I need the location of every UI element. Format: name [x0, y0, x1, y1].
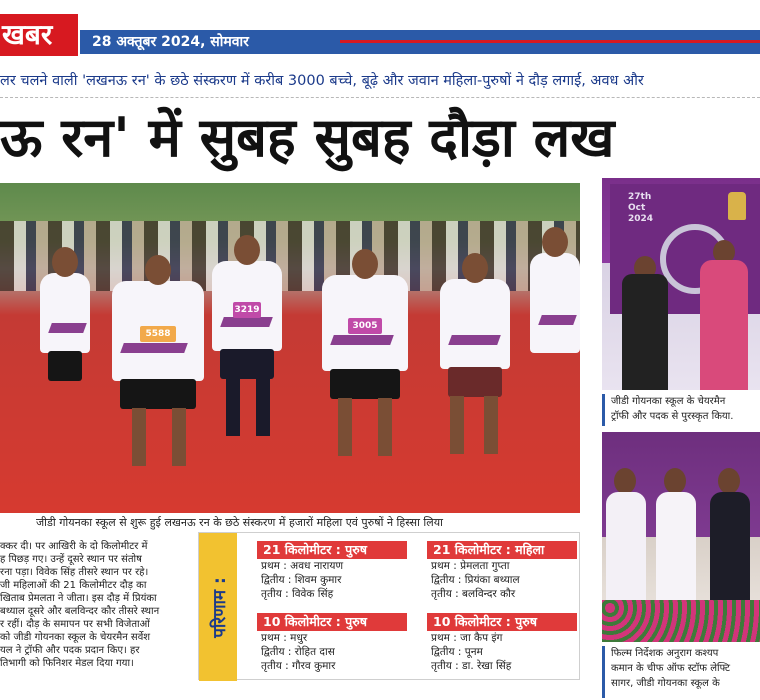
dignitary-figure [710, 492, 750, 612]
dignitary-figure [656, 492, 696, 612]
result-line: द्वितीय : रोहित दास [261, 646, 335, 658]
result-line: प्रथम : मधुर [261, 632, 308, 644]
runner-figure [322, 275, 408, 371]
race-bib: 3005 [348, 318, 382, 334]
story-line: बथ्याल दूसरे और बलविन्दर कौर तीसरे स्थान [0, 606, 160, 617]
date-bar-rule [340, 40, 760, 43]
award-photo-caption: जीडी गोयनका स्कूल के चेयरमैन ट्रॉफी और पदक से पुरस्कृत किया. [602, 394, 760, 426]
result-line: तृतीय : डा. रेखा सिंह [431, 660, 512, 672]
results-title: परिणाम : [199, 533, 237, 681]
result-line: तृतीय : गौरव कुमार [261, 660, 336, 672]
event-date-text: 27th Oct 2024 [628, 192, 654, 224]
result-line: प्रथम : अवध नारायण [261, 560, 344, 572]
result-heading: 21 किलोमीटर : महिला [427, 541, 577, 559]
result-line: द्वितीय : शिवम कुमार [261, 574, 342, 586]
story-body [0, 540, 190, 690]
date-bar [80, 30, 760, 54]
dignitary-figure [606, 492, 646, 612]
result-line: तृतीय : बलविन्दर कौर [431, 588, 516, 600]
person-head [614, 468, 636, 494]
result-block-10km-second [427, 613, 577, 673]
dignitaries-photo-caption: फिल्म निर्देशक अनुराग कश्यप कमान के चीफ ऑफ स्टॉफ लेफ्टि सागर, जीडी गोयनका स्कूल के [602, 646, 760, 698]
result-block-21km-women [427, 541, 577, 601]
story-line: यल ने ट्रॉफी और पदक प्रदान किए। हर [0, 645, 140, 656]
result-line: तृतीय : विवेक सिंह [261, 588, 334, 600]
issue-date: 28 अक्तूबर 2024, सोमवार [92, 34, 249, 50]
runner-figure [530, 253, 580, 353]
runner-figure [440, 279, 510, 369]
speaker-figure [622, 274, 668, 390]
flower-decoration [602, 600, 760, 642]
result-line: द्वितीय : प्रियंका बथ्याल [431, 574, 520, 586]
story-line: को जीडी गोयनका स्कूल के चेयरमैन सर्वेश [0, 632, 151, 643]
results-panel [198, 532, 580, 680]
photo-dignitaries [602, 432, 760, 642]
story-line: ह पिछड़ गए। उन्हें दूसरे स्थान पर संतोष [0, 554, 142, 565]
race-bib: 5588 [140, 326, 177, 342]
result-line: द्वितीय : पूनम [431, 646, 483, 658]
race-bib: 3219 [233, 302, 261, 318]
masthead-logo: खबर [0, 14, 78, 56]
runner-figure [40, 273, 90, 353]
story-line: र रहीं। दौड़ के समापन पर सभी विजेताओं [0, 619, 150, 630]
person-head [664, 468, 686, 494]
story-line: खिताब प्रेमलता ने जीता। इस दौड़ में प्रियंका [0, 593, 157, 604]
story-line: क्कर दी। पर आखिरी के दो किलोमीटर में [0, 541, 148, 552]
guest-figure [700, 260, 748, 390]
photo-award-ceremony [602, 178, 760, 390]
trophy-icon [728, 192, 746, 220]
result-heading: 10 किलोमीटर : पुरुष [427, 613, 577, 631]
result-line: प्रथम : जा कैप इंग [431, 632, 503, 644]
main-photo-runners [0, 183, 580, 513]
story-line: रना पड़ा। विवेक सिंह तीसरे स्थान पर रहे। [0, 567, 149, 578]
story-kicker: लर चलने वाली 'लखनऊ रन' के छठे संस्करण में करीब 3000 बच्चे, बूढ़े और जवान महिला-पुरुषों ने दौड़ लगाई, अवध और [0, 70, 760, 98]
story-line: तिभागी को फिनिशर मेडल दिया गया। [0, 658, 134, 669]
story-headline: ऊ रन' में सुबह सुबह दौड़ा लख [0, 106, 615, 169]
main-photo-caption: जीडी गोयनका स्कूल से शुरू हुई लखनऊ रन के छठे संस्करण में हजारों महिला एवं पुरुषों ने हिस्सा लिया [0, 513, 580, 533]
result-block-10km-men [257, 613, 407, 673]
result-block-21km-men [257, 541, 407, 601]
result-line: प्रथम : प्रेमलता गुप्ता [431, 560, 510, 572]
story-line: जी महिलाओं की 21 किलोमीटर दौड़ का [0, 580, 147, 591]
person-head [718, 468, 740, 494]
runner-figure [112, 281, 204, 381]
result-heading: 10 किलोमीटर : पुरुष [257, 613, 407, 631]
runner-figure [212, 261, 282, 351]
result-heading: 21 किलोमीटर : पुरुष [257, 541, 407, 559]
